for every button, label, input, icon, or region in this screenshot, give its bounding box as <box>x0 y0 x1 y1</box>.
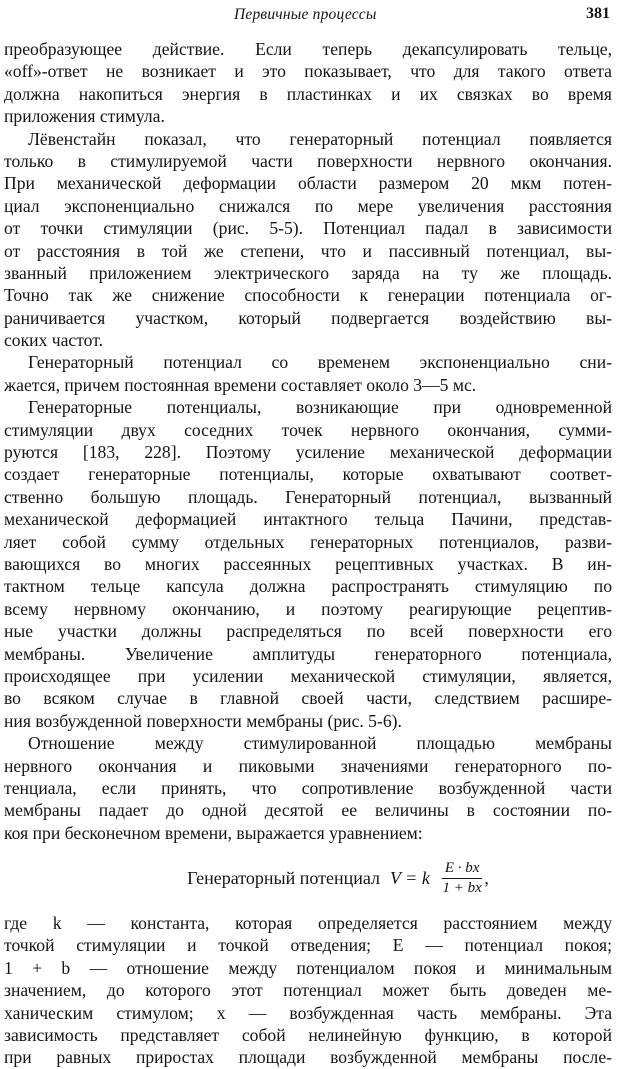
text-line: 1 + b — отношение между потенциалом покоя и минимальным <box>4 957 612 978</box>
running-title: Первичные процессы <box>234 6 377 23</box>
text-line: происходящее при усилении механической стимуляции, является, <box>4 665 612 686</box>
equation-lhs: V = k <box>390 867 430 888</box>
body-text <box>4 38 612 1069</box>
text-line: ляет собой сумму отдельных генераторных потенциалов, разви- <box>4 531 612 552</box>
text-line: стимуляции двух соседних точек нервного окончания, сумми- <box>4 419 612 440</box>
text-line: При механической деформации области размером 20 мкм потен- <box>4 173 612 194</box>
text-line: тенциала, если принять, что сопротивление возбужденной части <box>4 777 612 798</box>
equation <box>4 844 612 912</box>
text-line: должна накопиться энергия в пластинках и их связках во время <box>4 83 612 104</box>
text-line: коя при бесконечном времени, выражается уравнением: <box>4 822 423 843</box>
equation-label: Генераторный потенциал <box>187 867 381 888</box>
equation-denominator: 1 + bx <box>442 879 482 896</box>
text-line: руются [183, 228]. Поэтому усиление механической деформации <box>4 442 612 463</box>
text-line: значением, до которого этот потенциал может быть доведен ме- <box>4 980 612 1001</box>
text-line: нервного окончания и пиковыми значениями генераторного по- <box>4 755 612 776</box>
page-header <box>0 4 620 26</box>
text-line: Генераторные потенциалы, возникающие при одновременной <box>28 397 612 418</box>
text-line: Генераторный потенциал со временем экспоненциально сни- <box>28 352 612 373</box>
text-line: мембраны. Увеличение амплитуды генераторного потенциала, <box>4 643 612 664</box>
text-line: званный приложением электрического заряда на ту же площадь. <box>4 262 612 283</box>
text-line: во всяком случае в главной своей части, следствием расшире- <box>4 688 612 709</box>
text-line: ственно большую площадь. Генераторный потенциал, вызванный <box>4 486 612 507</box>
text-line: от точки стимуляции (рис. 5-5). Потенциал падал в зависимости <box>4 218 612 239</box>
text-line: от расстояния в той же степени, что и пассивный потенциал, вы- <box>4 240 612 261</box>
text-line: жается, причем постоянная времени составляет около 3—5 мс. <box>4 374 477 395</box>
page-number: 381 <box>586 5 610 22</box>
text-line: Отношение между стимулированной площадью мембраны <box>28 733 612 754</box>
text-line: тактном тельце капсула должна распространять стимуляцию по <box>4 576 612 597</box>
text-line: соких частот. <box>4 330 104 351</box>
text-line: приложения стимула. <box>4 106 165 127</box>
text-line: только в стимулируемой части поверхности нервного окончания. <box>4 150 612 171</box>
text-line: всему нервному окончанию, и поэтому реагирующие рецептив- <box>4 598 612 619</box>
text-line: мембраны падает до одной десятой ее величины в состоянии по- <box>4 800 612 821</box>
equation-fraction <box>442 860 483 897</box>
text-line: где k — константа, которая определяется расстоянием между <box>4 913 612 934</box>
text-line: раничивается участком, который подвергается воздействию вы- <box>4 307 612 328</box>
text-line: Точно так же снижение способности к генерации потенциала ог- <box>4 285 612 306</box>
text-block-after-equation <box>4 912 612 1069</box>
text-block-before-equation <box>4 38 612 844</box>
text-line: при равных приростах площади возбужденной мембраны после- <box>4 1047 612 1068</box>
text-line: преобразующее действие. Если теперь декапсулировать тельце, <box>4 39 612 59</box>
text-line: зависимость представляет собой нелинейную функцию, в которой <box>4 1025 612 1046</box>
text-line: создает генераторные потенциалы, которые охватывают соответ- <box>4 464 612 485</box>
text-line: циал экспоненциально снижался по мере увеличения расстояния <box>4 195 612 216</box>
text-line: вающихся во многих рассеянных рецептивных участках. В ин- <box>4 553 612 574</box>
text-line: ные участки должны распределяться по всей поверхности его <box>4 621 612 642</box>
text-line: механической деформацией интактного тельца Пачини, представ- <box>4 509 612 530</box>
text-line: ния возбужденной поверхности мембраны (рис. 5-6). <box>4 710 402 731</box>
text-line: точкой стимуляции и точкой отведения; E — потенциал покоя; <box>4 935 612 956</box>
equation-numerator: E · bx <box>442 860 483 879</box>
text-line: Лёвенстайн показал, что генераторный потенциал появляется <box>28 128 612 149</box>
text-line: ханическим стимулом; x — возбужденная часть мембраны. Эта <box>4 1002 612 1023</box>
text-line: «off»-ответ не возникает и это показывает, что для такого ответа <box>4 61 612 82</box>
equation-comma: , <box>484 867 489 888</box>
